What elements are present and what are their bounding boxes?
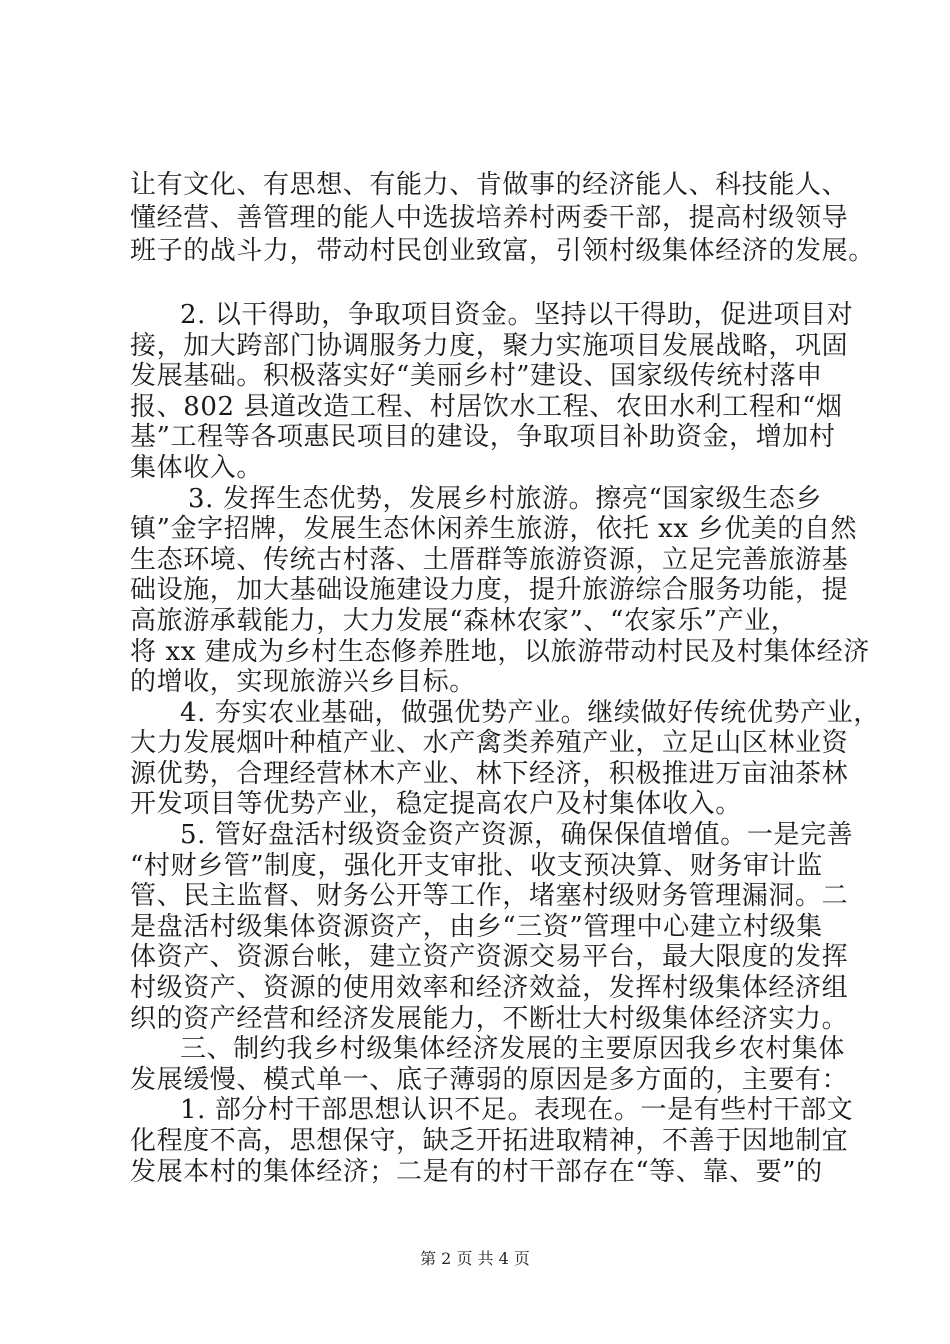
body-line: 5. 管好盘活村级资金资产资源，确保保值增值。一是完善 — [180, 820, 854, 850]
body-line: “村财乡管”制度，强化开支审批、收支预决算、财务审计监 — [130, 851, 823, 881]
body-line: 开发项目等优势产业，稳定提高农户及村集体收入。 — [130, 789, 742, 819]
body-line: 2. 以干得助，争取项目资金。坚持以干得助，促进项目对 — [180, 300, 854, 330]
body-line: 是盘活村级集体资源资产，由乡“三资”管理中心建立村级集 — [130, 912, 823, 942]
body-line: 发展基础。积极落实好“美丽乡村”建设、国家级传统村落申 — [130, 361, 823, 391]
body-line: 基”工程等各项惠民项目的建设，争取项目补助资金，增加村 — [130, 422, 836, 452]
body-line: 镇”金字招牌，发展生态休闲养生旅游，依托 xx 乡优美的自然 — [130, 514, 858, 544]
body-line: 生态环境、传统古村落、土厝群等旅游资源，立足完善旅游基 — [130, 545, 849, 575]
body-line: 源优势，合理经营林木产业、林下经济，积极推进万亩油茶林 — [130, 759, 849, 789]
body-line: 发展缓慢、模式单一、底子薄弱的原因是多方面的，主要有： — [130, 1065, 849, 1095]
body-line: 发展本村的集体经济；二是有的村干部存在“等、靠、要”的 — [130, 1157, 823, 1187]
body-line: 村级资产、资源的使用效率和经济效益，发挥村级集体经济组 — [130, 973, 849, 1003]
body-line: 1. 部分村干部思想认识不足。表现在。一是有些村干部文 — [180, 1095, 854, 1125]
body-line: 的增收，实现旅游兴乡目标。 — [130, 667, 476, 697]
body-line: 础设施，加大基础设施建设力度，提升旅游综合服务功能，提 — [130, 575, 849, 605]
body-line: 织的资产经营和经济发展能力，不断壮大村级集体经济实力。 — [130, 1004, 849, 1034]
body-line: 3. 发挥生态优势，发展乡村旅游。擦亮“国家级生态乡 — [188, 484, 822, 514]
body-line: 体资产、资源台帐，建立资产资源交易平台，最大限度的发挥 — [130, 942, 849, 972]
body-line: 管、民主监督、财务公开等工作，堵塞村级财务管理漏洞。二 — [130, 881, 849, 911]
body-line: 让有文化、有思想、有能力、肯做事的经济能人、科技能人、 — [130, 170, 849, 200]
body-line: 懂经营、善管理的能人中选拔培养村两委干部，提高村级领导 — [130, 203, 849, 233]
body-line: 大力发展烟叶种植产业、水产禽类养殖产业，立足山区林业资 — [130, 728, 849, 758]
body-line: 化程度不高，思想保守，缺乏开拓进取精神，不善于因地制宜 — [130, 1126, 849, 1156]
body-line: 高旅游承载能力，大力发展“森林农家”、“农家乐”产业， — [130, 606, 798, 636]
body-line: 集体收入。 — [130, 453, 264, 483]
body-line: 4. 夯实农业基础，做强优势产业。继续做好传统优势产业， — [180, 698, 880, 728]
body-line: 接，加大跨部门协调服务力度，聚力实施项目发展战略，巩固 — [130, 331, 849, 361]
page-number-footer: 第 2 页 共 4 页 — [420, 1249, 530, 1268]
body-line: 报、802 县道改造工程、村居饮水工程、农田水利工程和“烟 — [130, 392, 843, 422]
body-line: 将 xx 建成为乡村生态修养胜地，以旅游带动村民及村集体经济 — [130, 637, 870, 667]
section-heading-line: 三、制约我乡村级集体经济发展的主要原因我乡农村集体 — [180, 1034, 846, 1064]
body-line: 班子的战斗力，带动村民创业致富，引领村级集体经济的发展。 — [130, 236, 875, 266]
